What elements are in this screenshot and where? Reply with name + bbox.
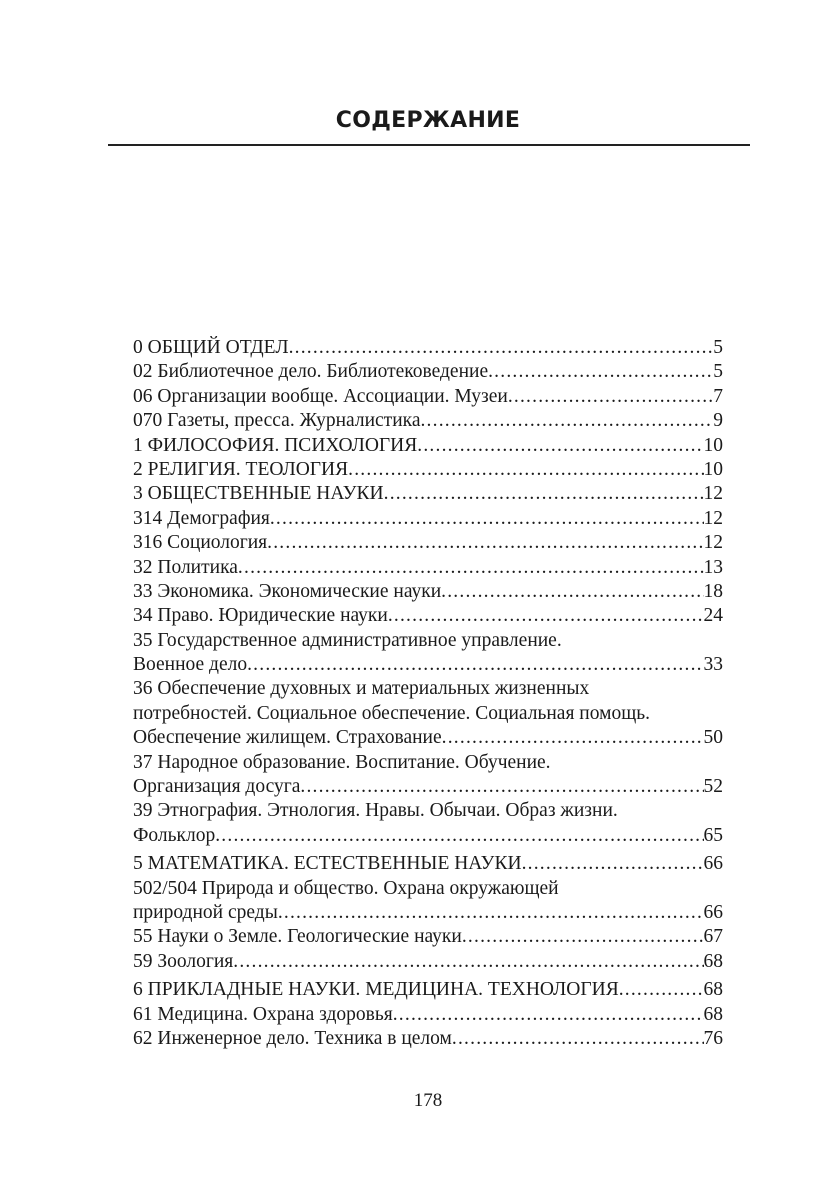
toc-entry-text: 33 Экономика. Экономические науки (133, 580, 442, 602)
toc-entry-text: Обеспечение жилищем. Страхование (133, 727, 442, 749)
toc-page-number: 67 (703, 926, 723, 948)
toc-entry[interactable] (133, 629, 723, 678)
toc-entry-text: 2 РЕЛИГИЯ. ТЕОЛОГИЯ (133, 458, 349, 480)
toc-entry[interactable] (133, 482, 723, 506)
toc-page-number: 24 (703, 605, 723, 627)
dot-leader (508, 385, 713, 409)
toc-page-number: 68 (703, 1003, 723, 1025)
dot-leader (522, 852, 704, 876)
toc-entry-line (133, 556, 723, 580)
toc-entry-text: 32 Политика (133, 556, 238, 578)
toc-entry-line (133, 702, 723, 726)
toc-entry-line (133, 409, 723, 433)
dot-leader (393, 1003, 704, 1027)
dot-leader (462, 925, 704, 949)
toc-entry[interactable] (133, 852, 723, 876)
toc-page-number: 66 (703, 901, 723, 923)
toc-page-number: 10 (703, 458, 723, 480)
toc-entry-text: 02 Библиотечное дело. Библиотековедение (133, 361, 489, 383)
toc-page-number: 5 (713, 337, 723, 358)
toc-page-number: 66 (703, 853, 723, 875)
toc-entry[interactable] (133, 507, 723, 531)
toc-entry-line (133, 751, 723, 775)
toc-entry-text: 070 Газеты, пресса. Журналистика (133, 410, 421, 432)
toc-entry-line (133, 877, 723, 901)
toc-entry[interactable] (133, 925, 723, 949)
dot-leader (442, 726, 704, 750)
toc-entry-line (133, 629, 723, 653)
title-divider (108, 144, 750, 146)
toc-entry-line (133, 482, 723, 506)
toc-page-number: 68 (703, 979, 723, 1001)
toc-entry[interactable] (133, 458, 723, 482)
toc-entry-line (133, 901, 723, 925)
dot-leader (420, 409, 713, 433)
table-of-contents (133, 336, 723, 1051)
toc-page-number: 18 (703, 580, 723, 602)
toc-entry[interactable] (133, 799, 723, 848)
toc-entry-line (133, 1003, 723, 1027)
dot-leader (348, 458, 703, 482)
toc-entry-text: 06 Организации вообще. Ассоциации. Музеи (133, 385, 508, 407)
toc-entry-line (133, 925, 723, 949)
toc-entry-text: 36 Обеспечение духовных и материальных жизненных (133, 678, 590, 700)
toc-entry-text: 55 Науки о Земле. Геологические науки (133, 926, 462, 948)
toc-entry-line (133, 799, 723, 823)
toc-entry-line (133, 852, 723, 876)
dot-leader (238, 556, 704, 580)
toc-entry-line (133, 775, 723, 799)
toc-entry-text: 314 Демография (133, 507, 270, 529)
toc-entry-line (133, 434, 723, 458)
toc-entry-text: 59 Зоология (133, 950, 234, 972)
toc-entry-text: 5 МАТЕМАТИКА. ЕСТЕСТВЕННЫЕ НАУКИ (133, 853, 522, 875)
toc-page-number: 52 (703, 776, 723, 798)
toc-page-number: 76 (703, 1027, 723, 1049)
toc-entry[interactable] (133, 1003, 723, 1027)
toc-entry-line (133, 507, 723, 531)
toc-page-number: 13 (703, 556, 723, 578)
toc-entry-line (133, 360, 723, 384)
dot-leader (267, 531, 703, 555)
toc-entry[interactable] (133, 580, 723, 604)
toc-page-number: 50 (703, 727, 723, 749)
toc-entry-text: 6 ПРИКЛАДНЫЕ НАУКИ. МЕДИЦИНА. ТЕХНОЛОГИЯ (133, 979, 619, 1001)
toc-entry-text: 61 Медицина. Охрана здоровья (133, 1003, 393, 1025)
toc-entry-line (133, 458, 723, 482)
toc-entry-line (133, 1027, 723, 1051)
toc-entry[interactable] (133, 950, 723, 974)
toc-page-number: 68 (703, 950, 723, 972)
toc-entry[interactable] (133, 385, 723, 409)
toc-entry-text: 34 Право. Юридические науки (133, 605, 388, 627)
page-number: 178 (413, 1090, 443, 1111)
toc-entry-line (133, 604, 723, 628)
toc-entry-line (133, 950, 723, 974)
toc-entry-text: 502/504 Природа и общество. Охрана окружающей (133, 877, 559, 899)
dot-leader (384, 482, 704, 506)
toc-entry-text: 3 ОБЩЕСТВЕННЫЕ НАУКИ (133, 483, 384, 505)
toc-entry-line (133, 580, 723, 604)
dot-leader (278, 901, 704, 925)
toc-entry[interactable] (133, 360, 723, 384)
toc-page-number: 33 (703, 654, 723, 676)
toc-page-number: 12 (703, 507, 723, 529)
toc-page-number: 65 (703, 824, 723, 846)
toc-entry-text: 316 Социология (133, 532, 268, 554)
toc-page-number: 9 (713, 410, 723, 432)
toc-entry-line (133, 653, 723, 677)
toc-entry[interactable] (133, 877, 723, 926)
toc-entry-text: 62 Инженерное дело. Техника в целом (133, 1027, 452, 1049)
toc-entry[interactable] (133, 604, 723, 628)
toc-entry-line (133, 531, 723, 555)
toc-entry-line (133, 677, 723, 701)
page-title: СОДЕРЖАНИЕ (335, 108, 521, 133)
toc-entry-text: 35 Государственное административное управление. (133, 629, 562, 651)
dot-leader (441, 580, 703, 604)
toc-entry[interactable] (133, 531, 723, 555)
toc-page-number: 5 (713, 361, 723, 383)
toc-entry-text: 39 Этнография. Этнология. Нравы. Обычаи. Образ жизни. (133, 800, 618, 822)
toc-page-number: 7 (713, 385, 723, 407)
dot-leader (215, 824, 703, 848)
dot-leader (289, 336, 714, 360)
toc-entry[interactable] (133, 336, 723, 360)
toc-entry-text: Фольклор (133, 824, 216, 846)
toc-entry-line (133, 824, 723, 848)
toc-entry-text: природной среды (133, 901, 278, 923)
dot-leader (270, 507, 704, 531)
toc-entry[interactable] (133, 409, 723, 433)
toc-entry[interactable] (133, 434, 723, 458)
dot-leader (300, 775, 703, 799)
toc-entry[interactable] (133, 751, 723, 800)
toc-entry-line (133, 978, 723, 1002)
toc-entry-text: 37 Народное образование. Воспитание. Обучение. (133, 751, 551, 773)
toc-entry-text: 1 ФИЛОСОФИЯ. ПСИХОЛОГИЯ (133, 434, 418, 456)
toc-entry-line (133, 726, 723, 750)
dot-leader (233, 950, 703, 974)
toc-page-number: 12 (703, 532, 723, 554)
toc-entry[interactable] (133, 1027, 723, 1051)
toc-entry[interactable] (133, 556, 723, 580)
dot-leader (247, 653, 703, 677)
dot-leader (619, 978, 704, 1002)
dot-leader (452, 1027, 704, 1051)
toc-page-number: 10 (703, 434, 723, 456)
dot-leader (388, 604, 704, 628)
toc-entry[interactable] (133, 677, 723, 750)
toc-entry-line (133, 336, 723, 360)
dot-leader (488, 360, 713, 384)
toc-entry-text: 0 ОБЩИЙ ОТДЕЛ (133, 337, 289, 358)
toc-entry-text: Военное дело (133, 654, 248, 676)
dot-leader (417, 434, 703, 458)
toc-entry[interactable] (133, 978, 723, 1002)
toc-page-number: 12 (703, 483, 723, 505)
toc-entry-text: Организация досуга (133, 776, 301, 798)
toc-entry-text: потребностей. Социальное обеспечение. Социальная помощь. (133, 702, 650, 724)
toc-entry-line (133, 385, 723, 409)
